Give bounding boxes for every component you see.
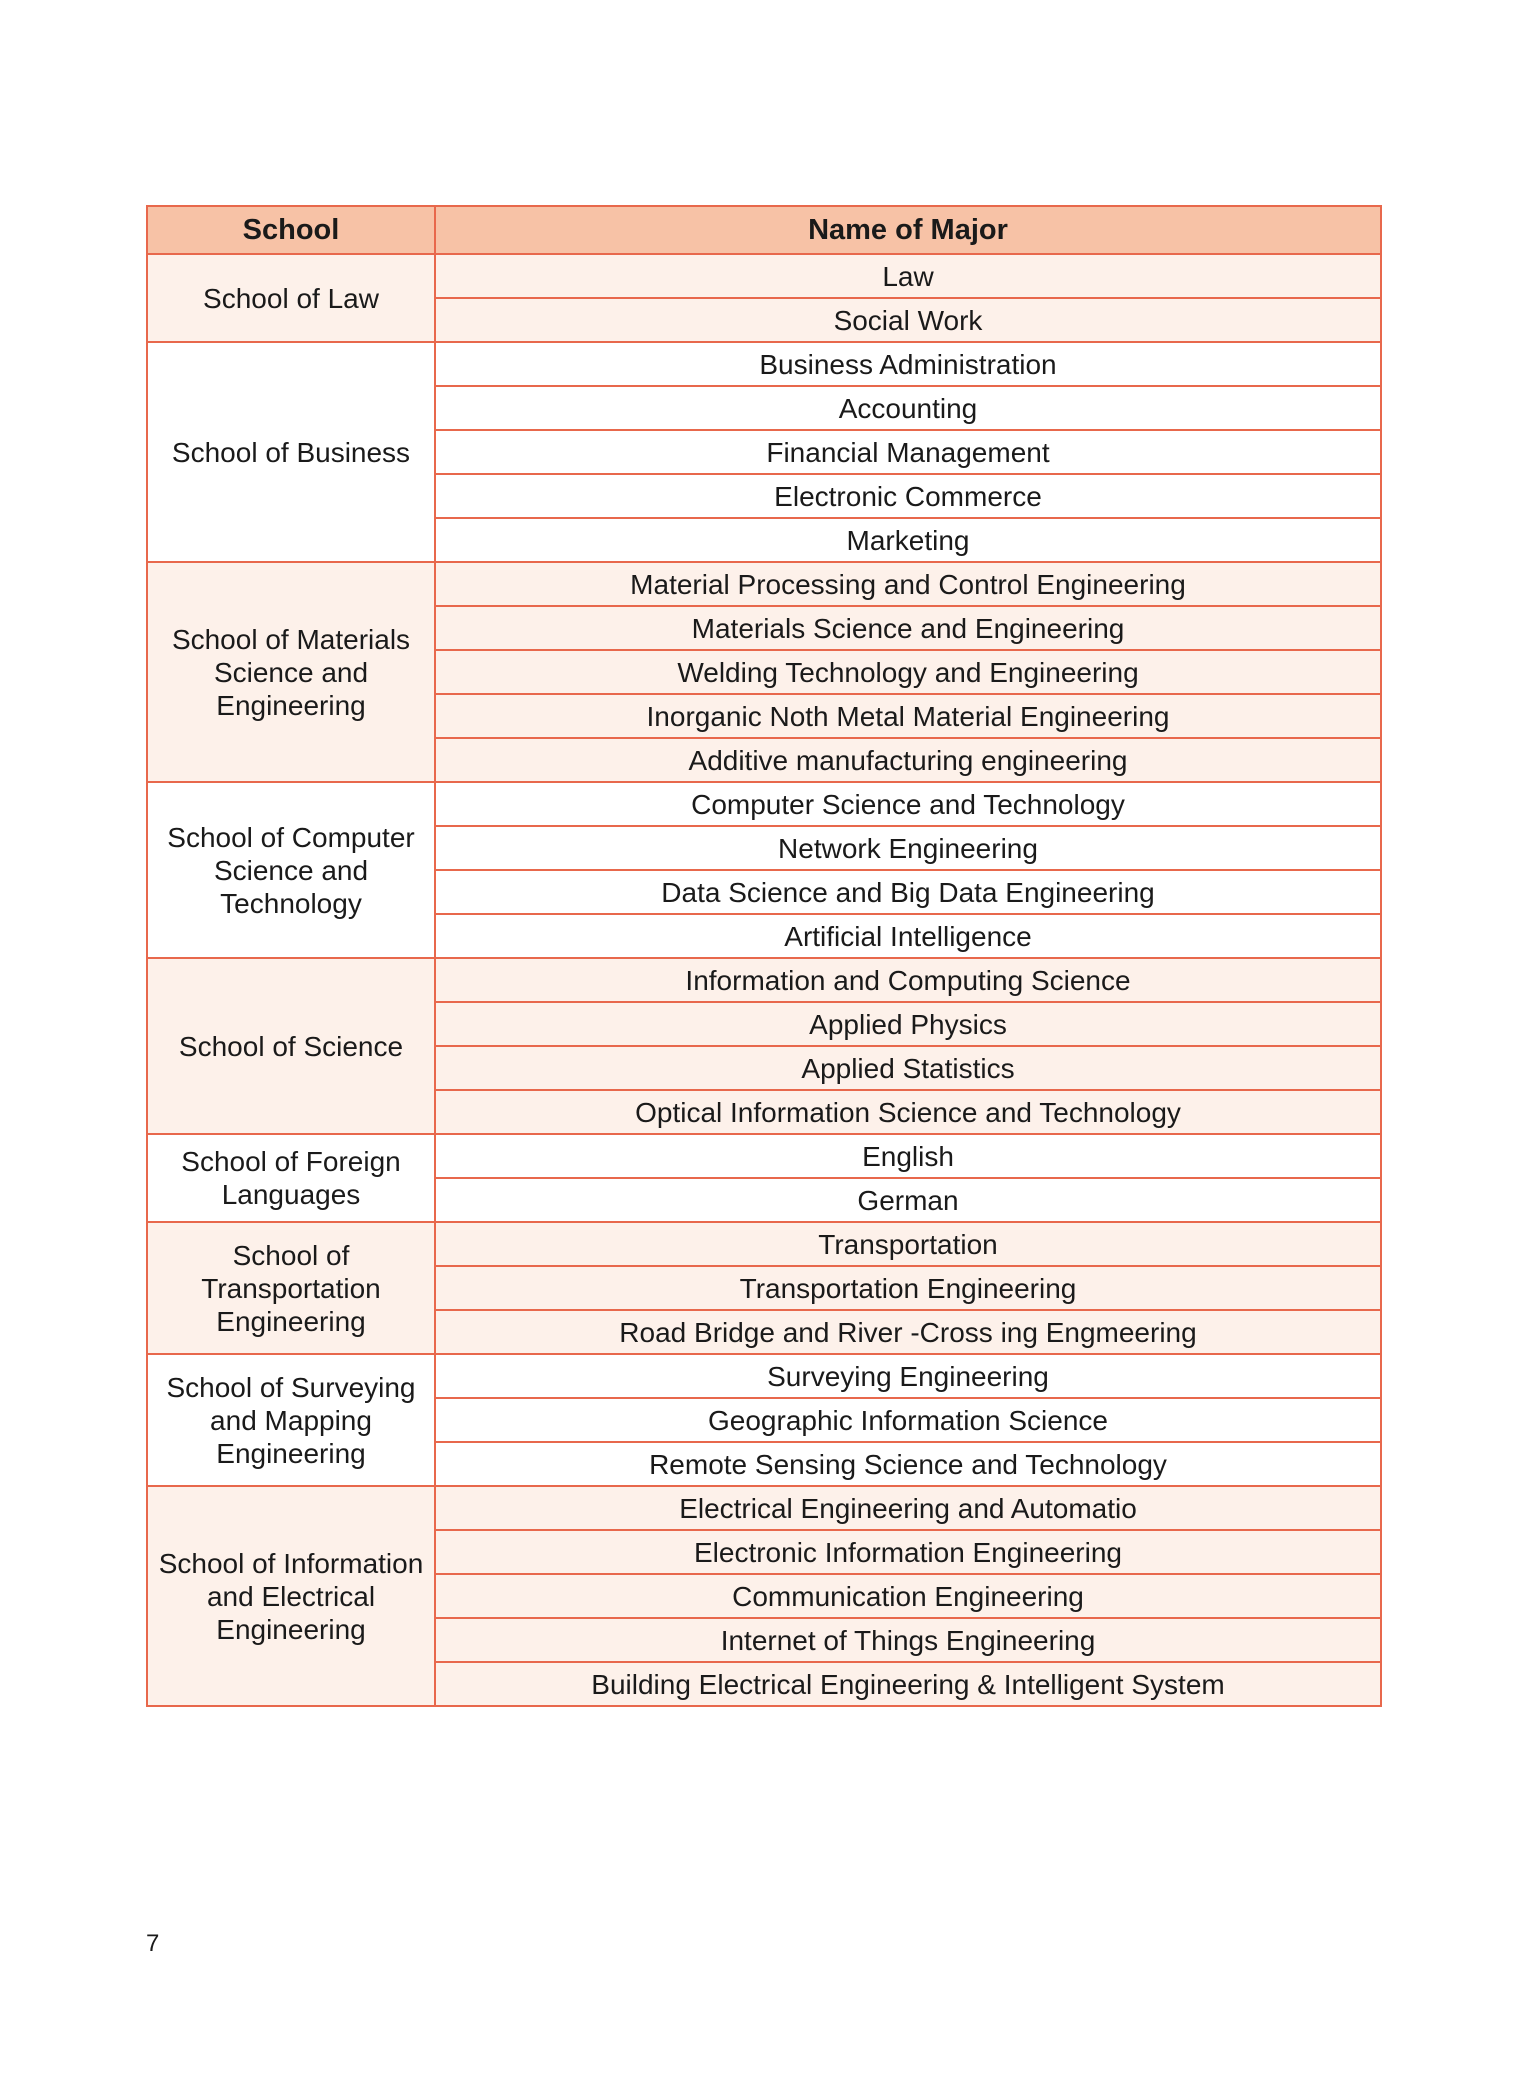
school-name-cell: School of Law (147, 254, 435, 342)
school-column-header: School (147, 206, 435, 254)
major-name-cell: Financial Management (435, 430, 1381, 474)
major-name-cell: Welding Technology and Engineering (435, 650, 1381, 694)
major-name-cell: Road Bridge and River -Cross ing Engmeering (435, 1310, 1381, 1354)
school-group (147, 958, 1381, 1134)
school-group (147, 1222, 1381, 1354)
major-name-cell: Transportation (435, 1222, 1381, 1266)
major-name-cell: Surveying Engineering (435, 1354, 1381, 1398)
school-group (147, 1486, 1381, 1706)
major-name-cell: Network Engineering (435, 826, 1381, 870)
major-name-cell: Inorganic Noth Metal Material Engineering (435, 694, 1381, 738)
major-name-cell: Marketing (435, 518, 1381, 562)
major-name-cell: Applied Statistics (435, 1046, 1381, 1090)
major-name-cell: Transportation Engineering (435, 1266, 1381, 1310)
major-name-cell: Geographic Information Science (435, 1398, 1381, 1442)
school-name-cell: School of Foreign Languages (147, 1134, 435, 1222)
major-name-cell: Electronic Information Engineering (435, 1530, 1381, 1574)
table-row (147, 1222, 1381, 1266)
table-row (147, 1354, 1381, 1398)
table-row (147, 958, 1381, 1002)
school-name-cell: School of Science (147, 958, 435, 1134)
major-name-cell: Business Administration (435, 342, 1381, 386)
major-name-cell: Law (435, 254, 1381, 298)
major-name-cell: Accounting (435, 386, 1381, 430)
table-row (147, 562, 1381, 606)
major-name-cell: Building Electrical Engineering & Intelligent System (435, 1662, 1381, 1706)
table-row (147, 254, 1381, 298)
page-number: 7 (146, 1930, 160, 1957)
school-group (147, 782, 1381, 958)
school-group (147, 254, 1381, 342)
major-name-cell: Communication Engineering (435, 1574, 1381, 1618)
table-row (147, 1486, 1381, 1530)
table-row (147, 782, 1381, 826)
school-name-cell: School of Information and Electrical Engineering (147, 1486, 435, 1706)
major-name-cell: Remote Sensing Science and Technology (435, 1442, 1381, 1486)
major-name-cell: Computer Science and Technology (435, 782, 1381, 826)
school-name-cell: School of Materials Science and Engineering (147, 562, 435, 782)
table-row (147, 342, 1381, 386)
table-row (147, 1134, 1381, 1178)
major-name-cell: Material Processing and Control Engineering (435, 562, 1381, 606)
major-name-cell: Internet of Things Engineering (435, 1618, 1381, 1662)
major-column-header: Name of Major (435, 206, 1381, 254)
major-name-cell: Additive manufacturing engineering (435, 738, 1381, 782)
school-group (147, 342, 1381, 562)
school-group (147, 562, 1381, 782)
major-name-cell: Electronic Commerce (435, 474, 1381, 518)
major-name-cell: English (435, 1134, 1381, 1178)
table-header-row (147, 206, 1381, 254)
major-name-cell: Optical Information Science and Technology (435, 1090, 1381, 1134)
major-name-cell: Applied Physics (435, 1002, 1381, 1046)
major-name-cell: Electrical Engineering and Automatio (435, 1486, 1381, 1530)
school-name-cell: School of Business (147, 342, 435, 562)
school-name-cell: School of Surveying and Mapping Engineering (147, 1354, 435, 1486)
school-group (147, 1134, 1381, 1222)
major-name-cell: Social Work (435, 298, 1381, 342)
major-name-cell: Materials Science and Engineering (435, 606, 1381, 650)
major-name-cell: Artificial Intelligence (435, 914, 1381, 958)
school-name-cell: School of Computer Science and Technology (147, 782, 435, 958)
school-group (147, 1354, 1381, 1486)
majors-table (146, 205, 1382, 1707)
school-name-cell: School of Transportation Engineering (147, 1222, 435, 1354)
major-name-cell: German (435, 1178, 1381, 1222)
major-name-cell: Data Science and Big Data Engineering (435, 870, 1381, 914)
major-name-cell: Information and Computing Science (435, 958, 1381, 1002)
